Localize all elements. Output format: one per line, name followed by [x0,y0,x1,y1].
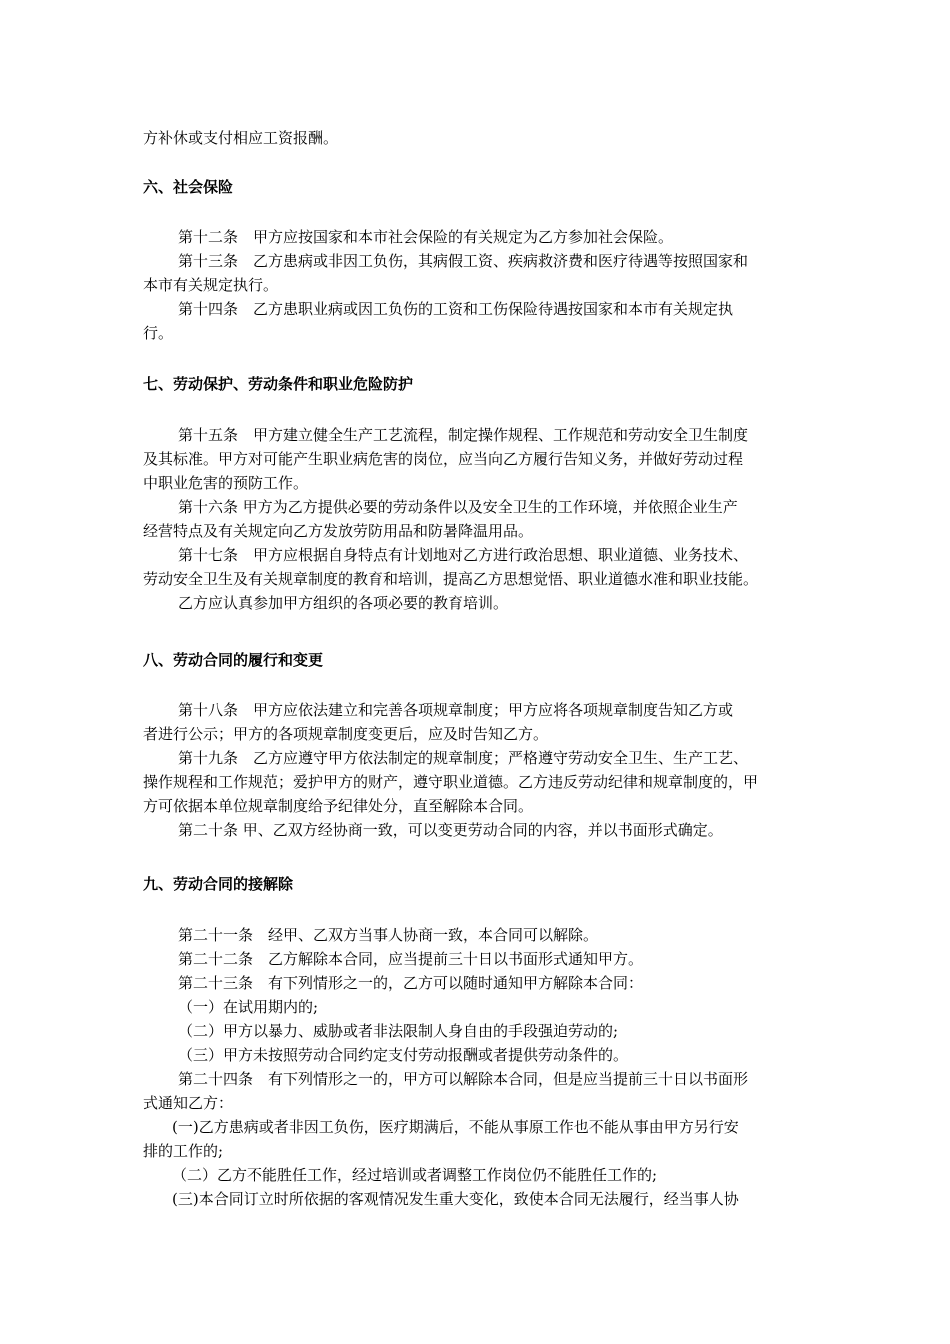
paragraph-line: 第二十一条 经甲、乙双方当事人协商一致，本合同可以解除。 [178,926,599,944]
section-heading-social-insurance: 六、社会保险 [143,178,234,196]
paragraph-line: 第十九条 乙方应遵守甲方依法制定的规章制度；严格遵守劳动安全卫生、生产工艺、 [178,749,749,767]
paragraph-line: 式通知乙方： [143,1094,234,1112]
paragraph-line: 第二十三条 有下列情形之一的，乙方可以随时通知甲方解除本合同： [178,974,644,992]
paragraph-line: 排的工作的; [143,1142,224,1160]
list-item: （二）乙方不能胜任工作，经过培训或者调整工作岗位仍不能胜任工作的; [172,1166,658,1184]
paragraph-line: 中职业危害的预防工作。 [143,474,309,492]
paragraph-line: 第十二条 甲方应按国家和本市社会保险的有关规定为乙方参加社会保险。 [178,228,674,246]
paragraph-line: 第十五条 甲方建立健全生产工艺流程，制定操作规程、工作规范和劳动安全卫生制度 [178,426,749,444]
continuation-text: 方补休或支付相应工资报酬。 [143,129,339,147]
paragraph-line: 第十八条 甲方应依法建立和完善各项规章制度；甲方应将各项规章制度告知乙方或 [178,701,734,719]
section-heading-labor-protection: 七、劳动保护、劳动条件和职业危险防护 [143,375,414,393]
paragraph-line: 劳动安全卫生及有关规章制度的教育和培训，提高乙方思想觉悟、职业道德水准和职业技能。 [143,570,759,588]
list-item: (三)本合同订立时所依据的客观情况发生重大变化，致使本合同无法履行，经当事人协 [172,1190,739,1208]
list-item: （三）甲方未按照劳动合同约定支付劳动报酬或者提供劳动条件的。 [178,1046,629,1064]
paragraph-line: 乙方应认真参加甲方组织的各项必要的教育培训。 [178,594,509,612]
paragraph-line: 第十七条 甲方应根据自身特点有计划地对乙方进行政治思想、职业道德、业务技术、 [178,546,749,564]
paragraph-line: 者进行公示；甲方的各项规章制度变更后，应及时告知乙方。 [143,725,549,743]
paragraph-line: 经营特点及有关规定向乙方发放劳防用品和防暑降温用品。 [143,522,534,540]
list-item: （二）甲方以暴力、威胁或者非法限制人身自由的手段强迫劳动的; [178,1022,619,1040]
list-item: (一)乙方患病或者非因工负伤，医疗期满后，不能从事原工作也不能从事由甲方另行安 [172,1118,739,1136]
paragraph-line: 第二十二条 乙方解除本合同，应当提前三十日以书面形式通知甲方。 [178,950,644,968]
list-item: （一）在试用期内的; [178,998,319,1016]
paragraph-line: 第十六条 甲方为乙方提供必要的劳动条件以及安全卫生的工作环境，并依照企业生产 [178,498,738,516]
paragraph-line: 方可依据本单位规章制度给予纪律处分，直至解除本合同。 [143,797,534,815]
paragraph-line: 第二十四条 有下列情形之一的，甲方可以解除本合同，但是应当提前三十日以书面形 [178,1070,749,1088]
paragraph-line: 第二十条 甲、乙双方经协商一致，可以变更劳动合同的内容，并以书面形式确定。 [178,821,723,839]
paragraph-line: 及其标准。甲方对可能产生职业病危害的岗位，应当向乙方履行告知义务，并做好劳动过程 [143,450,744,468]
section-heading-contract-termination: 九、劳动合同的接解除 [143,875,294,893]
paragraph-line: 行。 [143,324,174,342]
paragraph-line: 操作规程和工作规范；爱护甲方的财产，遵守职业道德。乙方违反劳动纪律和规章制度的，甲 [143,773,759,791]
paragraph-line: 本市有关规定执行。 [143,276,279,294]
paragraph-line: 第十四条 乙方患职业病或因工负伤的工资和工伤保险待遇按国家和本市有关规定执 [178,300,734,318]
paragraph-line: 第十三条 乙方患病或非因工负伤，其病假工资、疾病救济费和医疗待遇等按照国家和 [178,252,749,270]
section-heading-contract-performance: 八、劳动合同的履行和变更 [143,651,324,669]
